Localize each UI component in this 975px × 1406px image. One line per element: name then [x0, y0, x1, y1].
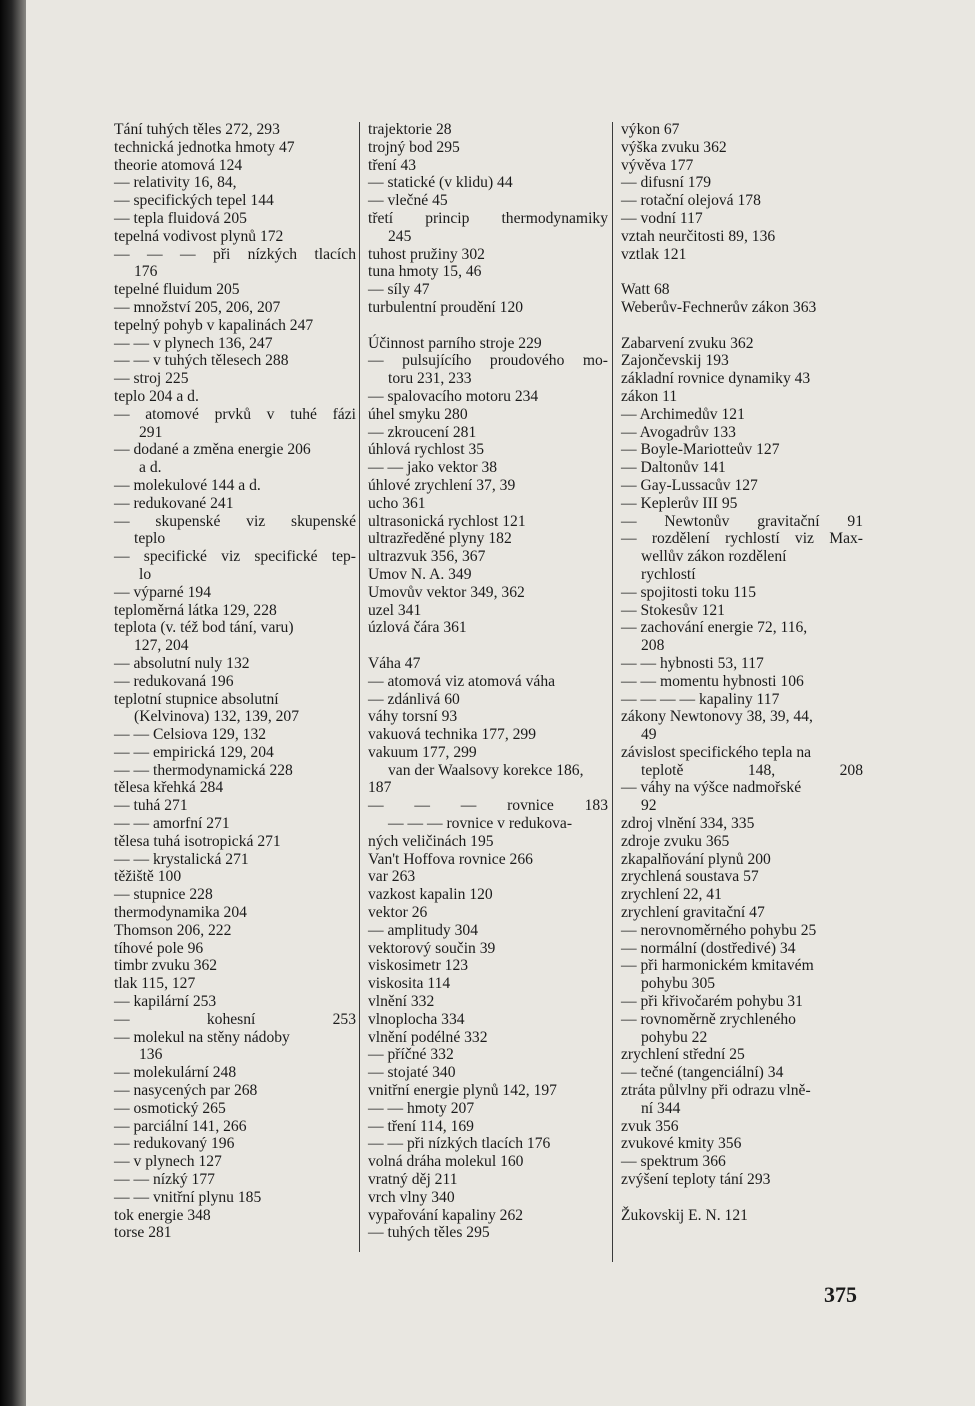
index-entry: — — hybnosti 53, 117 — [621, 654, 764, 672]
index-entry: rychlostí — [641, 565, 696, 583]
index-entry: — specifické viz specifické tep- — [114, 548, 356, 566]
index-entry: — tuhých těles 295 — [368, 1224, 490, 1242]
index-entry: — — — rovnice 183 — [368, 797, 608, 815]
index-entry: — redukovaná 196 — [114, 672, 234, 690]
index-entry: — Avogadrův 133 — [621, 423, 736, 441]
index-entry: vratný děj 211 — [368, 1171, 458, 1189]
index-entry: — — při nízkých tlacích 176 — [368, 1135, 551, 1153]
index-entry: teplo — [134, 530, 166, 548]
index-entry: tlak 115, 127 — [114, 975, 196, 993]
index-entry: — atomové prvků v tuhé fázi — [114, 405, 356, 423]
index-entry: — váhy na výšce nadmořské — [621, 779, 802, 797]
index-entry: vztah neurčitosti 89, 136 — [621, 227, 776, 245]
index-entry: úhlové zrychlení 37, 39 — [368, 476, 516, 494]
index-entry: — — thermodynamická 228 — [114, 761, 293, 779]
index-entry: — — momentu hybnosti 106 — [621, 672, 804, 690]
index-entry: torse 281 — [114, 1224, 172, 1242]
index-entry: — tření 114, 169 — [368, 1117, 474, 1135]
index-entry: Umovův vektor 349, 362 — [368, 583, 525, 601]
index-entry: Tání tuhých těles 272, 293 — [114, 121, 280, 138]
index-entry: — kapilární 253 — [114, 993, 217, 1011]
index-entry: tělesa křehká 284 — [114, 779, 224, 797]
index-entry: — rozdělení rychlostí viz Max- — [621, 530, 863, 548]
index-entry: ultrasonická rychlost 121 — [368, 512, 526, 530]
index-entry: a d. — [139, 459, 162, 477]
index-entry: výkon 67 — [621, 121, 680, 138]
index-entry: 291 — [139, 423, 163, 441]
index-entry: — — krystalická 271 — [114, 850, 249, 868]
index-entry: zvukové kmity 356 — [621, 1135, 742, 1153]
index-entry: zdroj vlnění 334, 335 — [621, 815, 755, 833]
index-entry: — rotační olejová 178 — [621, 192, 761, 210]
index-entry: vektorový součin 39 — [368, 939, 496, 957]
index-entry: vrch vlny 340 — [368, 1188, 455, 1206]
index-entry: teploměrná látka 129, 228 — [114, 601, 277, 619]
index-entry: Thomson 206, 222 — [114, 921, 232, 939]
index-entry: tepelný pohyb v kapalinách 247 — [114, 316, 314, 334]
index-entry: — při harmonickém kmitavém — [621, 957, 814, 975]
index-entry: — tepla fluidová 205 — [114, 209, 247, 227]
index-entry: — nerovnoměrného pohybu 25 — [621, 921, 817, 939]
index-entry: van der Waalsovy korekce 186, — [388, 761, 584, 779]
index-entry: trojný bod 295 — [368, 138, 460, 156]
index-entry: zrychlení střední 25 — [621, 1046, 745, 1064]
index-entry: thermodynamika 204 — [114, 904, 247, 922]
index-entry: teplotě 148, 208 — [641, 761, 863, 779]
index-entry: — kohesní 253 — [114, 1010, 356, 1028]
index-entry: — osmotický 265 — [114, 1099, 226, 1117]
page-number: 375 — [824, 1282, 857, 1307]
index-entry: vazkost kapalin 120 — [368, 886, 493, 904]
index-entry: tíhové pole 96 — [114, 939, 204, 957]
index-entry: pohybu 305 — [641, 975, 716, 993]
index-entry: 176 — [134, 263, 158, 281]
section-gap — [621, 263, 863, 281]
index-entry: vypařování kapaliny 262 — [368, 1206, 524, 1224]
index-entry: — příčné 332 — [368, 1046, 454, 1064]
index-entry: — molekulové 144 a d. — [114, 476, 261, 494]
index-entry: vlnění podélné 332 — [368, 1028, 488, 1046]
index-entry: volná dráha molekul 160 — [368, 1153, 524, 1171]
index-entry: třetí princip thermodynamiky — [368, 209, 608, 227]
index-entry: ní 344 — [641, 1099, 681, 1117]
index-entry: — — — při nízkých tlacích — [114, 245, 356, 263]
index-entry: — — v tuhých tělesech 288 — [114, 352, 289, 370]
index-entry: teplo 204 a d. — [114, 387, 199, 405]
index-entry: — Stokesův 121 — [621, 601, 725, 619]
index-entry: Váha 47 — [368, 654, 421, 672]
index-entry: zrychlení 22, 41 — [621, 886, 722, 904]
index-entry: — — hmoty 207 — [368, 1099, 475, 1117]
index-entry: viskosita 114 — [368, 975, 451, 993]
index-entry: — tečné (tangenciální) 34 — [621, 1064, 784, 1082]
index-entry: — tuhá 271 — [114, 797, 188, 815]
index-entry: — — — rovnice v redukova- — [388, 815, 573, 833]
index-entry: theorie atomová 124 — [114, 156, 243, 174]
index-entry: 127, 204 — [134, 637, 189, 655]
index-entry: vývěva 177 — [621, 156, 694, 174]
index-entry: výška zvuku 362 — [621, 138, 727, 156]
index-entry: — Archimedův 121 — [621, 405, 745, 423]
index-entry: — — amorfní 271 — [114, 815, 230, 833]
index-entry: turbulentní proudění 120 — [368, 298, 524, 316]
index-entry: ultrazvuk 356, 367 — [368, 548, 486, 566]
book-binding-edge — [0, 0, 26, 1406]
index-entry: toru 231, 233 — [388, 370, 472, 388]
column-divider-1 — [359, 122, 360, 1252]
index-entry: Watt 68 — [621, 281, 670, 299]
index-entry: — — — — kapaliny 117 — [621, 690, 780, 708]
section-gap — [368, 317, 608, 335]
index-entry: teplota (v. též bod tání, varu) — [114, 619, 294, 637]
index-entry: Zabarvení zvuku 362 — [621, 334, 754, 352]
index-entry: pohybu 22 — [641, 1028, 708, 1046]
section-gap — [621, 1189, 863, 1207]
index-entry: viskosimetr 123 — [368, 957, 469, 975]
section-gap — [368, 637, 608, 655]
index-entry: tok energie 348 — [114, 1206, 211, 1224]
index-entry: uzel 341 — [368, 601, 422, 619]
index-entry: — — nízký 177 — [114, 1171, 215, 1189]
index-entry: zákony Newtonovy 38, 39, 44, — [621, 708, 813, 726]
index-entry: tepelná vodivost plynů 172 — [114, 227, 284, 245]
index-entry: — parciální 141, 266 — [114, 1117, 247, 1135]
index-entry: — Gay-Lussacův 127 — [621, 476, 758, 494]
index-entry: lo — [139, 565, 152, 583]
index-entry: — vodní 117 — [621, 209, 703, 227]
index-entry: — při křivočarém pohybu 31 — [621, 993, 803, 1011]
index-entry: váhy torsní 93 — [368, 708, 458, 726]
index-entry: — — empirická 129, 204 — [114, 743, 274, 761]
index-entry: 208 — [641, 637, 665, 655]
index-entry: — stojaté 340 — [368, 1064, 456, 1082]
index-entry: tření 43 — [368, 156, 417, 174]
index-entry: wellův zákon rozdělení — [641, 548, 787, 566]
index-entry: ucho 361 — [368, 494, 426, 512]
index-entry: úzlová čára 361 — [368, 619, 467, 637]
index-entry: těžiště 100 — [114, 868, 182, 886]
index-entry: tuhost pružiny 302 — [368, 245, 485, 263]
index-entry: — síly 47 — [368, 281, 430, 299]
index-entry: — — jako vektor 38 — [368, 459, 498, 477]
index-entry: — pulsujícího proudového mo- — [368, 352, 608, 370]
index-entry: — Daltonův 141 — [621, 459, 726, 477]
index-entry: — molekul na stěny nádoby — [114, 1028, 290, 1046]
index-entry: — v plynech 127 — [114, 1153, 222, 1171]
index-entry: tepelné fluidum 205 — [114, 281, 240, 299]
index-entry: zrychlení gravitační 47 — [621, 904, 765, 922]
index-entry: vztlak 121 — [621, 245, 687, 263]
index-column-3 — [621, 121, 863, 1224]
index-entry: 136 — [139, 1046, 163, 1064]
index-entry: zákon 11 — [621, 387, 678, 405]
index-entry: — spektrum 366 — [621, 1153, 726, 1171]
index-entry: — nasycených par 268 — [114, 1082, 258, 1100]
index-entry: Žukovskij E. N. 121 — [621, 1206, 748, 1224]
index-entry: — skupenské viz skupenské — [114, 512, 356, 530]
index-entry: zrychlená soustava 57 — [621, 868, 759, 886]
index-column-1 — [114, 121, 356, 1242]
index-entry: teplotní stupnice absolutní — [114, 690, 279, 708]
index-entry: vakuum 177, 299 — [368, 743, 477, 761]
index-entry: — spalovacího motoru 234 — [368, 387, 539, 405]
index-entry: — normální (dostředivé) 34 — [621, 939, 796, 957]
index-entry: — atomová viz atomová váha — [368, 672, 556, 690]
index-entry: — spojitosti toku 115 — [621, 583, 757, 601]
index-entry: vlnoplocha 334 — [368, 1010, 465, 1028]
index-entry: — dodané a změna energie 206 — [114, 441, 311, 459]
index-entry: 92 — [641, 797, 657, 815]
index-entry: závislost specifického tepla na — [621, 743, 812, 761]
index-column-2 — [368, 121, 608, 1242]
index-entry: tuna hmoty 15, 46 — [368, 263, 482, 281]
index-entry: — stupnice 228 — [114, 886, 213, 904]
index-entry: — Newtonův gravitační 91 — [621, 512, 863, 530]
column-divider-2 — [612, 122, 613, 1262]
index-entry: úhel smyku 280 — [368, 405, 468, 423]
index-entry: — absolutní nuly 132 — [114, 654, 250, 672]
index-entry: 49 — [641, 726, 657, 744]
index-entry: ultrazředěné plyny 182 — [368, 530, 512, 548]
index-entry: — difusní 179 — [621, 174, 712, 192]
index-entry: — vlečné 45 — [368, 192, 448, 210]
index-entry: ných veličinách 195 — [368, 832, 494, 850]
index-entry: — amplitudy 304 — [368, 921, 479, 939]
index-entry: var 263 — [368, 868, 416, 886]
index-entry: — zdánlivá 60 — [368, 690, 460, 708]
index-entry: Účinnost parního stroje 229 — [368, 334, 542, 352]
index-entry: — výparné 194 — [114, 583, 212, 601]
index-entry: zvuk 356 — [621, 1117, 679, 1135]
index-entry: úhlová rychlost 35 — [368, 441, 485, 459]
index-entry: — zkroucení 281 — [368, 423, 477, 441]
index-entry: — množství 205, 206, 207 — [114, 298, 281, 316]
index-entry: vlnění 332 — [368, 993, 435, 1011]
index-entry: — — v plynech 136, 247 — [114, 334, 273, 352]
index-entry: zdroje zvuku 365 — [621, 832, 730, 850]
index-entry: — Keplerův III 95 — [621, 494, 738, 512]
index-entry: základní rovnice dynamiky 43 — [621, 370, 811, 388]
index-entry: zvýšení teploty tání 293 — [621, 1171, 771, 1189]
index-entry: vektor 26 — [368, 904, 428, 922]
index-entry: 187 — [368, 779, 392, 797]
index-entry: zkapalňování plynů 200 — [621, 850, 771, 868]
index-entry: Umov N. A. 349 — [368, 565, 472, 583]
index-entry: — Boyle-Mariotteův 127 — [621, 441, 780, 459]
index-entry: ztráta půlvlny při odrazu vlně- — [621, 1082, 811, 1100]
index-entry: — statické (v klidu) 44 — [368, 174, 513, 192]
index-entry: — — Celsiova 129, 132 — [114, 726, 267, 744]
index-entry: technická jednotka hmoty 47 — [114, 138, 295, 156]
index-entry: — zachování energie 72, 116, — [621, 619, 808, 637]
index-entry: — molekulární 248 — [114, 1064, 237, 1082]
index-entry: timbr zvuku 362 — [114, 957, 218, 975]
index-entry: Weberův-Fechnerův zákon 363 — [621, 298, 817, 316]
index-entry: — specifických tepel 144 — [114, 192, 274, 210]
index-entry: 245 — [388, 227, 412, 245]
index-entry: — redukovaný 196 — [114, 1135, 235, 1153]
index-entry: — — vnitřní plynu 185 — [114, 1188, 262, 1206]
index-entry: Van't Hoffova rovnice 266 — [368, 850, 533, 868]
index-entry: vakuová technika 177, 299 — [368, 726, 537, 744]
index-entry: — stroj 225 — [114, 370, 189, 388]
index-entry: tělesa tuhá isotropická 271 — [114, 832, 281, 850]
index-entry: trajektorie 28 — [368, 121, 452, 138]
index-entry: — redukované 241 — [114, 494, 234, 512]
section-gap — [621, 317, 863, 335]
index-entry: — rovnoměrně zrychleného — [621, 1010, 796, 1028]
index-entry: vnitřní energie plynů 142, 197 — [368, 1082, 557, 1100]
index-entry: — relativity 16, 84, — [114, 174, 237, 192]
index-entry: Zajončevskij 193 — [621, 352, 729, 370]
index-entry: (Kelvinova) 132, 139, 207 — [134, 708, 300, 726]
